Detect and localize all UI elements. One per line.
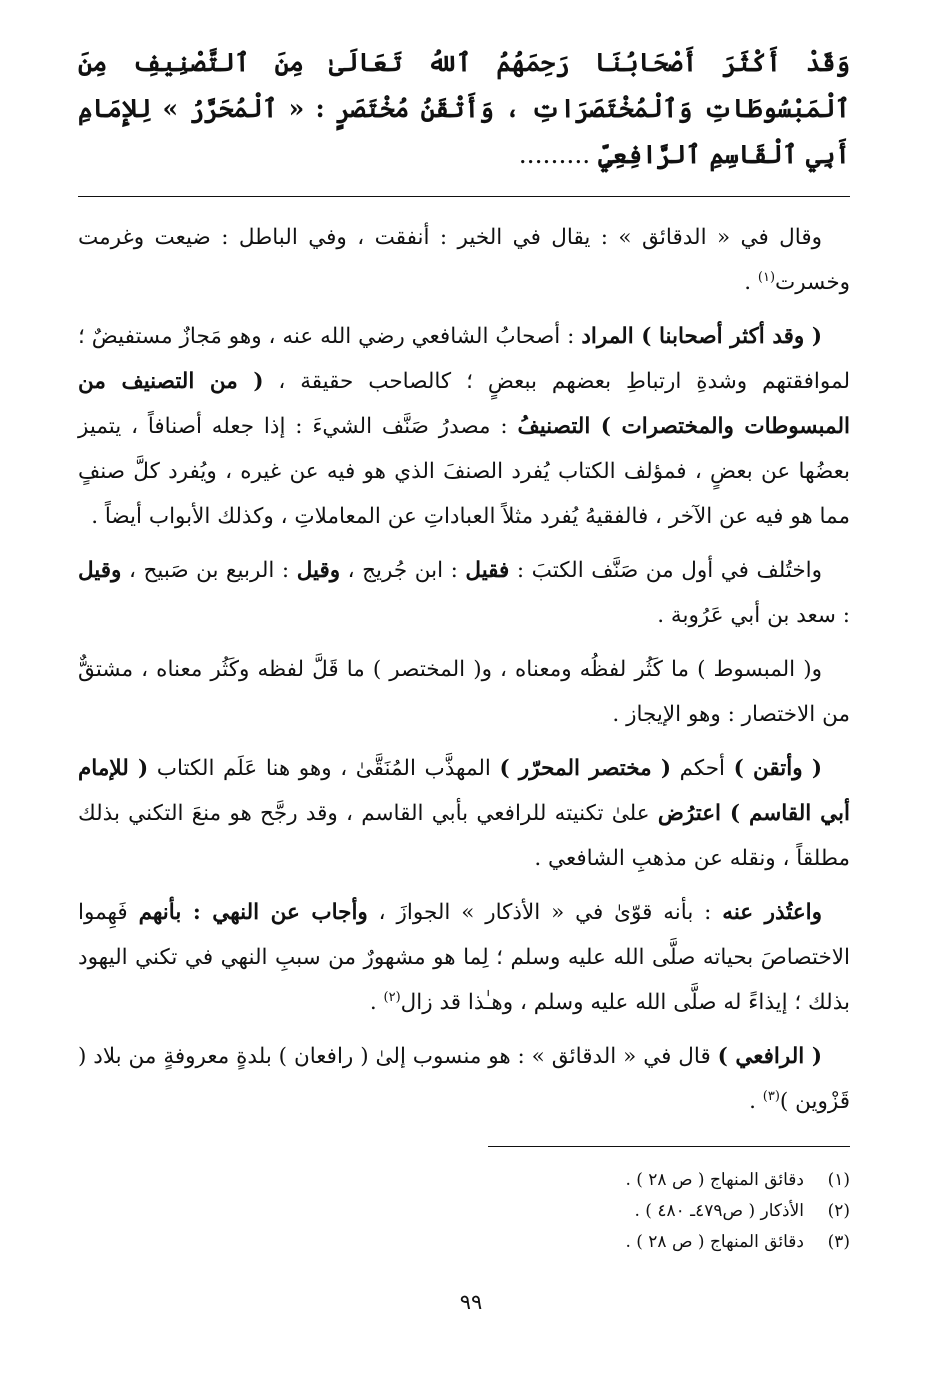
commentary-paragraph-7: ( الرافعي ) قال في « الدقائق » : هو منسوب إلىٰ ( رافعان ) بلدةٍ معروفةٍ من بلاد ( قَزْوين )$^{(٣)}$ . — [78, 1044, 850, 1114]
footnote-ref-1[interactable]: (١) — [757, 269, 776, 285]
matn-text — [78, 40, 850, 178]
matn-dots: ......... — [518, 140, 591, 169]
footnotes — [78, 1165, 850, 1258]
matn-main: وَقَدْ أَكْثَرَ أَصْحَابُنَا رَحِمَهُمُ ٱللهُ تَعَالَىٰ مِنَ ٱلتَّصْنِيفِ مِنَ ٱلْمَبْسُوطَاتِ وَٱلْمُخْتَصَرَاتِ ، وَأَتْقَنُ مُخْتَصَرٍ : « ٱلْمُحَرَّرُ » لِلإِمَامِ أَبِي ٱلْقَاسِمِ ٱلرَّافِعِيِّ — [78, 48, 850, 169]
commentary-paragraph-6: واعتُذر عنه : بأنه قوّىٰ في « الأذكار » الجوازَ ، وأجاب عن النهي : بأنهم فَهِموا الاختصاصَ بحياته صلَّى الله عليه وسلم ؛ لِما هو مشهورٌ من سببِ النهي في تكني اليهود بذلك ؛ إيذاءً له صلَّى الله عليه وسلم ، وهـٰذا قد زال$^{(٢)}$ . — [78, 900, 850, 1015]
footnote-ref-2[interactable]: (٢) — [383, 989, 401, 1005]
commentary-paragraph-3: واختُلف في أول من صَنَّف الكتبَ : فقيل : ابن جُريج ، وقيل : الربيع بن صَبيح ، وقيل : سعد بن أبي عَرُوبة . — [78, 558, 850, 628]
footnote-text: دقائق المنهاج ( ص ٢٨ ) . — [625, 1232, 804, 1252]
matn-separator — [78, 196, 850, 197]
footnote-3 — [78, 1227, 850, 1258]
commentary-paragraph-2: ( وقد أكثر أصحابنا ) المراد : أصحابُ الشافعي رضي الله عنه ، وهو مَجازٌ مستفيضٌ ؛ لموافقتهم وشدةِ ارتباطِ بعضهم ببعضٍ ؛ كالصاحب حقيقة ، ( من التصنيف من المبسوطات والمختصرات ) التصنيفُ : مصدرُ صَنَّف الشيءَ : إذا جعله أصنافاً ، يتميز بعضُها عن بعضٍ ، فمؤلف الكتاب يُفرد الصنفَ الذي هو فيه عن غيره ، ويُفرد كلَّ صنفٍ مما هو فيه عن الآخر ، فالفقيهُ يُفرد مثلاً العباداتِ عن المعاملاتِ ، وكذلك الأبواب أيضاً . — [78, 324, 850, 529]
footnote-ref-3[interactable]: (٣) — [762, 1088, 780, 1104]
footnote-2 — [78, 1196, 850, 1227]
footnote-separator — [488, 1146, 850, 1147]
commentary-paragraph-5: ( وأتقن ) أحكم ( مختصر المحرّر ) المهذَّب المُنَقَّىٰ ، وهو هنا عَلَم الكتاب ( للإمام أبي القاسم ) اعترُض علىٰ تكنيته للرافعي بأبي القاسم ، وقد رجَّح هو منعَ التكني بذلك مطلقاً ، ونقله عن مذهبِ الشافعي . — [78, 756, 850, 871]
page-body — [78, 40, 850, 1258]
footnote-number: (٣) — [827, 1232, 850, 1252]
page-number: ٩٩ — [459, 1290, 483, 1314]
commentary — [78, 215, 850, 1124]
footnote-number: (٢) — [827, 1201, 850, 1221]
footnote-number: (١) — [827, 1170, 850, 1190]
commentary-paragraph-4: و( المبسوط ) ما كَثُر لفظُه ومعناه ، و( المختصر ) ما قَلَّ لفظه وكَثُر معناه ، مشتقٌّ من الاختصار : وهو الإيجاز . — [78, 657, 850, 727]
commentary-paragraph-1: وقال في « الدقائق » : يقال في الخير : أنفقت ، وفي الباطل : ضيعت وغرمت وخسرت$^{(١)}$ . — [78, 225, 850, 295]
footnote-1 — [78, 1165, 850, 1196]
footnote-text: دقائق المنهاج ( ص ٢٨ ) . — [625, 1170, 804, 1190]
footnote-text: الأذكار ( ص٤٧٩ـ ٤٨٠ ) . — [634, 1201, 804, 1221]
